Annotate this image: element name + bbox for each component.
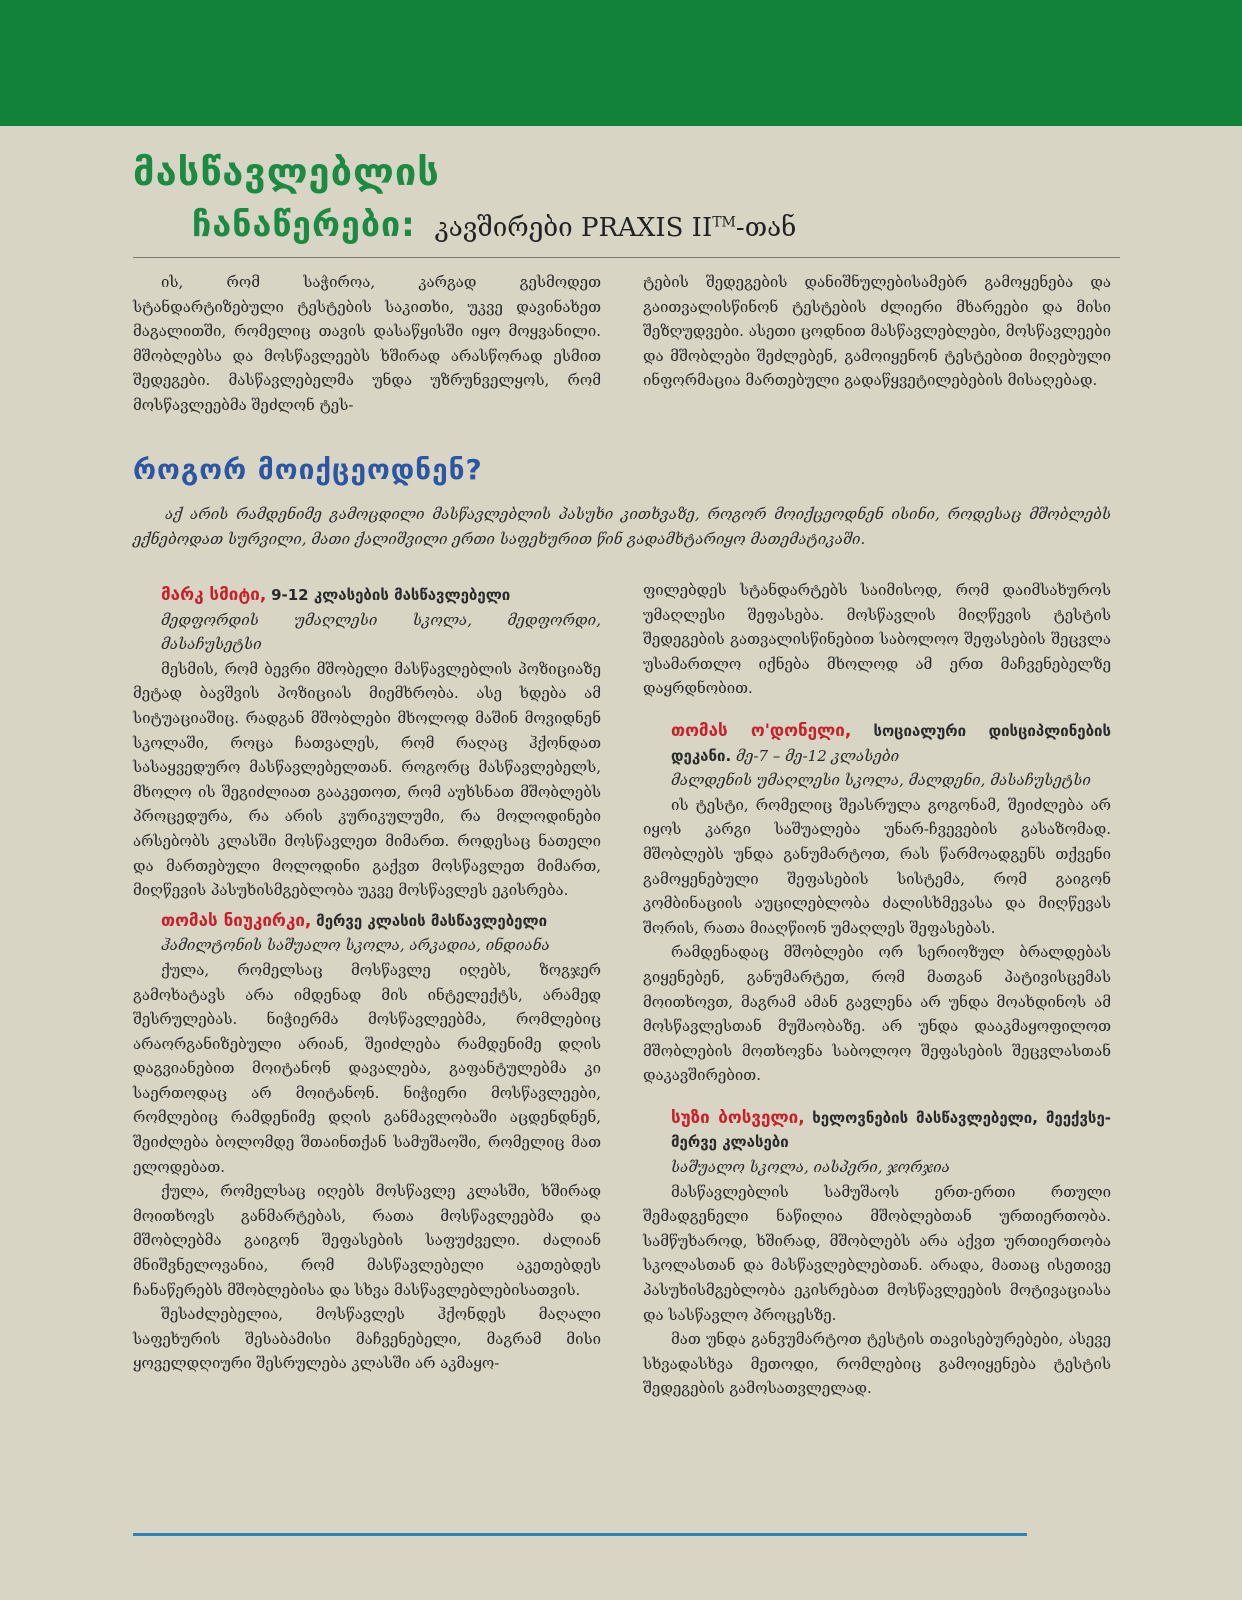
left-column <box>133 583 601 1376</box>
teacher-role: სოციალური დისციპლინების დეკანი. <box>671 721 1111 765</box>
spacer <box>643 701 1111 719</box>
right-column <box>643 578 1111 1401</box>
intro-left-column <box>133 270 601 418</box>
trademark: TM <box>712 214 736 231</box>
entry-header-susie <box>671 1106 1111 1155</box>
teacher-grades: მე-7 – მე-12 კლასები <box>735 746 900 765</box>
teacher-name: თომას ო'დონელი, <box>671 720 852 741</box>
response-paragraph: ის ტესტი, რომელიც შეასრულა გოგონამ, შეიძლება არ იყოს კარგი საშუალება უნარ-ჩვევების გასაზომად. მშობლებს უნდა განუმარტოთ, რას წარმოადგენს თქვენი გამოყენებული შეფასების სისტემა, რომ გაიგონ კომბინაციის აუცილებლობა ძალისხმევასა და მიღწევას შორის, რათა მიაღწიონ უმაღლეს შეფასებას. <box>643 795 1111 937</box>
teacher-role: 9-12 კლასების მასწავლებელი <box>271 586 511 604</box>
teacher-name: სუზი ბოსველი, <box>671 1107 805 1128</box>
teacher-role: მერვე კლასის მასწავლებელი <box>316 911 548 930</box>
teacher-role: ხელოვნების მასწავლებელი, მეექვსე-მერვე კლასები <box>671 1108 1111 1152</box>
spacer <box>643 1088 1111 1106</box>
response-paragraph: მასწავლებლის სამუშაოს ერთ-ერთი რთული შემადგენელი ნაწილია მშობლებთან ურთიერთობა. სამწუხაროდ, ხშირად, მშობლებს არა აქვთ ურთიერთობა სკოლასთან და მასწავლებლებთან. არადა, მათაც ისეთივე პასუხისმგებლობა ეკისრებათ მოსწავლეების მოტივაციასა და სასწავლო პროცესზე. <box>643 1182 1111 1324</box>
title-line-1: მასწავლებლის <box>133 150 440 194</box>
title-word: ჩანაწერები: <box>192 205 416 245</box>
subtitle-tail: -თან <box>735 213 797 243</box>
response-paragraph: ქულა, რომელსაც იღებს მოსწავლე კლასში, ხშირად მოითხოვს განმარტებას, რათა მოსწავლეებმა და მშობლებმა გაიგონ შეფასების საფუძველი. ძალიან მნიშვნელოვანია, რომ მასწავლებელი აკეთებდეს ჩანაწერებს მშობლებისა და სხვა მასწავლებლებისათვის. <box>133 1182 601 1299</box>
response-paragraph: ქულა, რომელსაც მოსწავლე იღებს, ზოგჯერ გამოხატავს არა იმდენად მის ინტელექტს, არამედ შესრულებას. ნიჭიერმა მოსწავლეებმა, რომლებიც არაორგანიზებული არიან, შეიძლება რამდენიმე დღის დაგვიანებით მოიტანონ დავალება, გაფანტულებმა კი საერთოდაც არ მოიტანონ. ნიჭიერი მოსწავლეები, რომლებიც რამდენიმე დღის განმავლობაში აცდენდნენ, შეიძლება ბოლომდე შთაინთქან სამუშაოში, რომელიც მათ ელოდებათ. <box>133 960 601 1176</box>
teacher-name: თომას ნიუკირკი, <box>161 910 312 931</box>
response-paragraph: შესაძლებელია, მოსწავლეს ჰქონდეს მაღალი საფეხურის შესაბამისი მაჩვენებელი, მაგრამ მისი ყოველდღიური შესრულება კლასში არ აკმაყო- <box>133 1305 601 1373</box>
intro-right-column <box>643 270 1111 393</box>
bottom-rule <box>133 1533 1027 1536</box>
teacher-affiliation: მალდენის უმაღლესი სკოლა, მალდენი, მასაჩუსეტსი <box>671 771 1091 790</box>
entry-header-mark <box>161 583 601 608</box>
response-paragraph: მესმის, რომ ბევრი მშობელი მასწავლებლის პოზიციაზე მეტად ბავშვის პოზიციას მიემხრობა. ასე ხდება ამ სიტუაციაშიც. რადგან მშობლები მხოლოდ მაშინ მოვიდნენ სკოლაში, როცა ჩათვალეს, რომ რაღაც ჰქონდათ სასაყვედურო მასწავლებელთან. როგორც მასწავლებელს, მხოლო ის შეგიძლიათ გააკეთოთ, რომ აუხსნათ მშობლებს პროცედურა, რა არის კურიკულუმი, რა მოლოდინები არსებობს კლასში მოსწავლეთ მიმართ. როდესაც ნათელი და მართებული მოლოდინი გაქვთ მოსწავლეთ მიმართ, მიღწევის პასუხისმგებლობა უკვე მოსწავლეს ეკისრება. <box>133 659 601 900</box>
title-line-2 <box>192 205 796 245</box>
intro-paragraph-left: ის, რომ საჭიროა, კარგად გესმოდეთ სტანდარტიზებული ტესტების საკითხი, უკვე დავინახეთ მაგალითში, რომელიც თავის დასაწყისში იყო მოყვანილი. მშობლებსა და მოსწავლეებს ხშირად არასწორად ესმით შედეგები. მასწავლებელმა უნდა უზრუნველყოს, რომ მოსწავლეებმა შეძლონ ტეს- <box>133 273 601 414</box>
subtitle-text: კავშირები PRAXIS II <box>434 213 713 243</box>
continued-paragraph: ფილებდეს სტანდარტებს საიმისოდ, რომ დაიმსახუროს უმაღლესი შეფასება. მოსწავლის მიღწევის ტესტის შედეგების გათვალისწინებით საბოლოო შეფასების შეცვლა უსამართლო იქნება მხოლოდ ამ ერთ მაჩვენებელზე დაყრდნობით. <box>643 581 1111 698</box>
response-paragraph: მათ უნდა განვუმარტოთ ტესტის თავისებურებები, ასევე სხვადასხვა მეთოდი, რომლებიც გამოიყენება ტესტის შედეგების გამოსათვლელად. <box>643 1330 1111 1398</box>
teacher-affiliation: ჰამილტონის საშუალო სკოლა, არკადია, ინდიანა <box>161 936 550 955</box>
entry-header-thomas-n <box>161 909 601 934</box>
section-heading: როგორ მოიქცეოდნენ? <box>133 453 483 486</box>
entry-header-thomas-o <box>671 719 1111 768</box>
teacher-affiliation: საშუალო სკოლა, იასპერი, ჯორჯია <box>671 1158 950 1177</box>
teacher-affiliation: მედფორდის უმაღლესი სკოლა, მედფორდი, მასაჩუსეტსი <box>161 610 601 654</box>
response-paragraph: რამდენადაც მშობლები ორ სერიოზულ ბრალდებას გიყენებენ, განუმარტეთ, რომ მათგან პატივისცემას მოითხოვთ, მაგრამ ამან გავლენა არ უნდა მოახდინოს ამ მოსწავლესთან მუშაობაზე. არ უნდა დააკმაყოფილოთ მშობლების მოთხოვნა საბოლოო შეფასების შეცვლასთან დაკავშირებით. <box>643 943 1111 1085</box>
intro-paragraph-right: ტების შედეგების დანიშნულებისამებრ გამოყენება და გაითვალისწინონ ტესტების ძლიერი მხარეები და მისი შეზღუდვები. ასეთი ცოდნით მასწავლებლები, მოსწავლეები და მშობლები შეძლებენ, გამოიყენონ ტესტებით მიღებული ინფორმაცია მართებული გადაწყვეტილებების მისაღებად. <box>643 273 1111 390</box>
header-band <box>0 0 1242 126</box>
teacher-name: მარკ სმიტი, <box>161 585 267 605</box>
lead-text: აქ არის რამდენიმე გამოცდილი მასწავლებლის პასუხი კითხვაზე, როგორ მოიქცეოდნენ ისინი, როდესაც მშობლებს ექნებოდათ სურვილი, მათი ქალიშვილი ერთი საფეხურით წინ გადამხტარიყო მათემატიკაში. <box>133 505 1111 548</box>
title-rule <box>133 257 1120 258</box>
title-subtitle <box>435 213 797 243</box>
section-lead <box>133 502 1111 552</box>
